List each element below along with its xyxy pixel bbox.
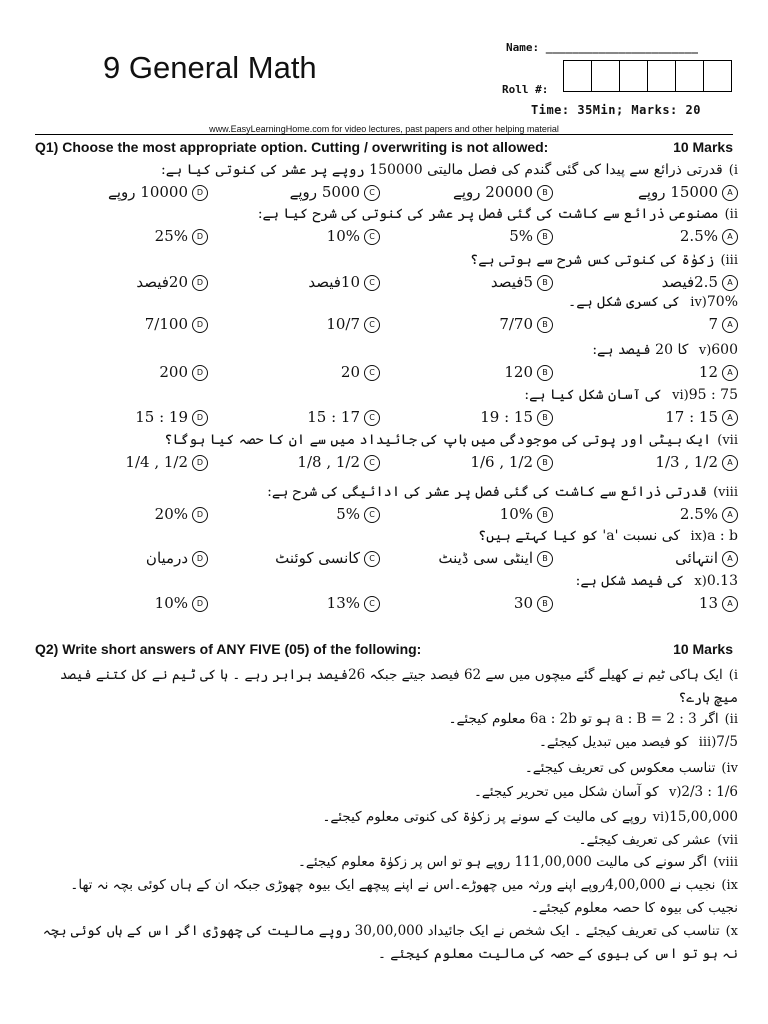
option-bubble-icon[interactable]: B (537, 317, 553, 333)
option-bubble-icon[interactable]: C (364, 185, 380, 201)
question-text: تناسب معکوس کی تعریف کیجئے۔ (524, 760, 716, 776)
option-text: 200 (159, 363, 188, 381)
option-b[interactable] (470, 453, 553, 471)
option-d[interactable] (125, 453, 208, 471)
option-c[interactable] (275, 549, 380, 567)
option-bubble-icon[interactable]: A (722, 365, 738, 381)
question-number: x) (694, 574, 707, 589)
option-text: 7 (708, 315, 718, 333)
option-a[interactable] (699, 363, 738, 381)
roll-number-boxes (564, 60, 732, 92)
option-text: 120 (504, 363, 533, 381)
question-number: iii) (720, 253, 738, 268)
question-number: i) (728, 163, 738, 178)
q2-question (38, 781, 738, 804)
q1-marks: 10 Marks (673, 139, 733, 155)
option-c[interactable] (326, 315, 380, 333)
q1-heading: Q1) Choose the most appropriate option. Cutting / overwriting is not allowed: (35, 139, 549, 155)
option-bubble-icon[interactable]: B (537, 455, 553, 471)
option-c[interactable] (327, 227, 380, 245)
option-text: 1/2 , 1/8 (297, 453, 360, 471)
option-text: 5فیصد (490, 273, 533, 291)
option-bubble-icon[interactable]: C (364, 229, 380, 245)
question-number: x) (725, 924, 738, 939)
question-text: زکوٰۃ کی کنوتی کس شرح سے ہوتی ہے؟ (470, 252, 715, 268)
q2-question (38, 664, 738, 709)
option-bubble-icon[interactable]: A (722, 410, 738, 426)
option-text: 7/100 (144, 315, 188, 333)
option-b[interactable] (480, 408, 553, 426)
roll-label: Roll #: (502, 83, 549, 96)
option-text: 2.5% (679, 505, 718, 523)
option-bubble-icon[interactable]: D (192, 410, 208, 426)
question-number: ix) (721, 878, 738, 893)
option-bubble-icon[interactable]: A (722, 455, 738, 471)
option-bubble-icon[interactable]: C (364, 365, 380, 381)
option-bubble-icon[interactable]: A (722, 317, 738, 333)
question-number: vi) (672, 388, 689, 403)
option-bubble-icon[interactable]: D (192, 455, 208, 471)
option-b[interactable] (509, 227, 553, 245)
option-bubble-icon[interactable]: B (537, 410, 553, 426)
option-b[interactable] (504, 363, 553, 381)
option-a[interactable] (655, 453, 738, 471)
option-text: 2.5% (679, 227, 718, 245)
option-bubble-icon[interactable]: D (192, 185, 208, 201)
option-text: 20% (154, 505, 188, 523)
option-bubble-icon[interactable]: C (364, 455, 380, 471)
option-bubble-icon[interactable]: B (537, 185, 553, 201)
q1-question (568, 294, 738, 310)
option-text: 13 (698, 594, 718, 612)
q2-question (38, 920, 738, 965)
option-bubble-icon[interactable]: A (722, 275, 738, 291)
option-a[interactable] (675, 549, 738, 567)
option-text: 5% (509, 227, 533, 245)
option-bubble-icon[interactable]: D (192, 229, 208, 245)
option-a[interactable] (665, 408, 738, 426)
q2-heading: Q2) Write short answers of ANY FIVE (05) of the following: (35, 641, 422, 657)
question-text: a : b کی نسبت 'a' کو کیا کہتے ہیں؟ (477, 528, 738, 544)
option-text: 12 (698, 363, 718, 381)
option-text: 10% (326, 227, 360, 245)
option-c[interactable] (307, 408, 380, 426)
question-text: قدرتی ذرائع سے پیدا کی گئی گندم کی فصل مالیتی 150000 روپے پر عشر کی کنوتی کیا ہے: (161, 162, 723, 178)
name-line: Name: _______________________ (506, 41, 699, 54)
option-b[interactable] (491, 273, 553, 291)
option-text: 17 : 15 (307, 408, 360, 426)
option-d[interactable] (108, 183, 208, 201)
question-number: viii) (713, 855, 738, 870)
q1-question (592, 342, 738, 358)
q2-question (38, 874, 738, 919)
option-text: 15 : 17 (665, 408, 718, 426)
option-text: 19 : 15 (135, 408, 188, 426)
option-text: کانسی کوئنٹ (275, 549, 360, 567)
question-text: 0.13 کی فیصد شکل ہے: (575, 573, 738, 589)
option-bubble-icon[interactable]: B (537, 365, 553, 381)
option-b[interactable] (453, 183, 553, 201)
question-text: عشر کی تعریف کیجئے۔ (578, 832, 712, 848)
question-text: قدرتی ذرائع سے کاشت کی گئی فصل پر عشر کی ادائیگی کی شرح ہے: (267, 484, 708, 500)
question-text: 70% کی کسری شکل ہے۔ (568, 294, 738, 310)
time-marks: Time: 35Min; Marks: 20 (531, 103, 701, 117)
option-d[interactable] (155, 505, 208, 523)
question-number: v) (698, 343, 712, 358)
question-number: vi) (652, 810, 670, 825)
option-bubble-icon[interactable]: D (192, 596, 208, 612)
option-d[interactable] (155, 227, 208, 245)
question-text: نجیب نے 4,00,000روپے اپنے ورثہ میں چھوڑے۔اس نے اپنے پیچھے ایک بیوہ چھوڑی جبکہ ان کے ہاں کوئی بچہ نہ تھا۔ نجیب کی بیوہ کا حصہ معلوم کیجئے۔ (70, 877, 738, 916)
option-d[interactable] (146, 549, 208, 567)
q2-question (38, 731, 738, 754)
q2-question (38, 829, 738, 852)
q1-question (258, 206, 738, 222)
option-bubble-icon[interactable]: D (192, 551, 208, 567)
option-c[interactable] (290, 183, 380, 201)
q2-question (38, 806, 738, 829)
option-bubble-icon[interactable]: C (364, 317, 380, 333)
option-text: 5% (336, 505, 360, 523)
q1-question (470, 252, 738, 268)
option-text: 1/2 , 1/6 (470, 453, 533, 471)
question-text: ایک بیٹی اور پوتی کی موجودگی میں باپ کی جائیداد میں سے ان کا حصہ کیا ہوگا؟ (164, 432, 712, 448)
option-d[interactable] (155, 594, 208, 612)
option-bubble-icon[interactable]: B (537, 229, 553, 245)
q1-question (164, 432, 738, 448)
option-bubble-icon[interactable]: B (537, 275, 553, 291)
option-text: 10% (499, 505, 533, 523)
option-d[interactable] (145, 315, 208, 333)
option-a[interactable] (638, 183, 738, 201)
option-b[interactable] (500, 505, 553, 523)
q1-question (576, 573, 738, 589)
option-bubble-icon[interactable]: A (722, 229, 738, 245)
option-text: 1/2 , 1/3 (655, 453, 718, 471)
option-bubble-icon[interactable]: A (722, 551, 738, 567)
option-bubble-icon[interactable]: A (722, 596, 738, 612)
q2-question (38, 757, 738, 780)
q2-question (38, 708, 738, 731)
option-bubble-icon[interactable]: D (192, 507, 208, 523)
question-number: ix) (690, 529, 708, 544)
q2-marks: 10 Marks (673, 641, 733, 657)
q2-question (38, 851, 738, 874)
header-divider (35, 134, 733, 135)
option-bubble-icon[interactable]: C (364, 507, 380, 523)
question-text: 7/5 کو فیصد میں تبدیل کیجئے۔ (538, 734, 738, 750)
option-bubble-icon[interactable]: C (364, 596, 380, 612)
option-text: 13% (326, 594, 360, 612)
option-b[interactable] (438, 549, 553, 567)
option-bubble-icon[interactable]: C (364, 551, 380, 567)
option-d[interactable] (135, 408, 208, 426)
option-bubble-icon[interactable]: A (722, 185, 738, 201)
option-text: 10/7 (326, 315, 360, 333)
option-text: 15000 روپے (638, 183, 718, 201)
question-number: iv) (690, 295, 707, 310)
question-text: مصنوعی ذرائع سے کاشت کی گئی فصل پر عشر کی کنوتی کی شرح کیا ہے: (257, 206, 719, 222)
option-text: 10000 روپے (108, 183, 188, 201)
option-a[interactable] (662, 273, 738, 291)
option-bubble-icon[interactable]: D (192, 365, 208, 381)
option-c[interactable] (336, 505, 380, 523)
option-c[interactable] (327, 594, 380, 612)
option-bubble-icon[interactable]: C (364, 410, 380, 426)
option-b[interactable] (514, 594, 553, 612)
option-a[interactable] (680, 505, 738, 523)
question-number: iii) (698, 735, 717, 750)
option-text: 30 (513, 594, 533, 612)
option-bubble-icon[interactable]: B (537, 596, 553, 612)
option-text: 7/70 (499, 315, 533, 333)
option-bubble-icon[interactable]: D (192, 317, 208, 333)
option-c[interactable] (308, 273, 380, 291)
question-text: تناسب کی تعریف کیجئے ۔ ایک شخص نے ایک جائیداد 30,00,000 روپے مالیت کی چھوڑی اگر اس کے ہاں کوئی بچہ نہ ہو تو اس کی بیوی کے حصہ کی مالیت معلوم کیجئے ۔ (42, 923, 738, 962)
question-text: اگر a : B = 2 : 3 ہو تو 6a : 2b معلوم کیجئے۔ (448, 711, 719, 727)
option-a[interactable] (708, 315, 738, 333)
option-bubble-icon[interactable]: C (364, 275, 380, 291)
option-b[interactable] (499, 315, 553, 333)
q1-question (524, 387, 738, 403)
question-number: vii) (717, 833, 738, 848)
option-bubble-icon[interactable]: B (537, 507, 553, 523)
option-text: 2.5فیصد (661, 273, 718, 291)
option-a[interactable] (680, 227, 738, 245)
option-text: انتہائی (675, 549, 718, 567)
option-text: 20 (340, 363, 360, 381)
option-d[interactable] (136, 273, 208, 291)
option-text: 25% (154, 227, 188, 245)
option-d[interactable] (159, 363, 208, 381)
q1-question (267, 484, 738, 500)
option-text: 15 : 19 (480, 408, 533, 426)
question-number: iv) (721, 761, 738, 776)
option-text: 5000 روپے (289, 183, 360, 201)
page-title: 9 General Math (103, 50, 317, 85)
question-text: اگر سونے کی مالیت 111,00,000 روپے ہو تو اس پر زکوٰۃ معلوم کیجئے۔ (298, 854, 708, 870)
option-text: اینٹی سی ڈینٹ (438, 549, 533, 567)
question-number: ii) (724, 712, 738, 727)
website-note: www.EasyLearningHome.com for video lectures, past papers and other helping material (209, 124, 559, 134)
option-text: 1/2 , 1/4 (125, 453, 188, 471)
option-text: درمیان (145, 549, 188, 567)
option-text: 10% (154, 594, 188, 612)
question-text: 15,00,000روپے کی مالیت کے سونے پر زکوٰۃ کی کنوتی معلوم کیجئے۔ (322, 809, 738, 825)
question-number: i) (728, 668, 738, 683)
question-number: vii) (717, 433, 738, 448)
option-text: 10فیصد (308, 273, 360, 291)
option-c[interactable] (341, 363, 380, 381)
option-bubble-icon[interactable]: D (192, 275, 208, 291)
question-text: 600 کا 20 فیصد ہے: (592, 342, 738, 358)
q1-question (161, 162, 738, 178)
option-c[interactable] (297, 453, 380, 471)
option-text: 20فیصد (136, 273, 188, 291)
question-text: 2/3 : 1/6 کو آسان شکل میں تحریر کیجئے۔ (473, 784, 738, 800)
question-text: ایک ہاکی ٹیم نے کھیلے گئے میچوں میں سے 62 فیصد جیتے جبکہ 26فیصد برابر رہے ۔ ہا کی ٹیم نے کل کتنے فیصد میچ ہارے؟ (59, 667, 738, 706)
question-number: v) (668, 785, 682, 800)
question-number: ii) (724, 207, 738, 222)
option-text: 20000 روپے (453, 183, 533, 201)
question-text: 95 : 75 کی آسان شکل کیا ہے: (524, 387, 738, 403)
q1-question (478, 528, 738, 544)
option-a[interactable] (699, 594, 738, 612)
option-bubble-icon[interactable]: B (537, 551, 553, 567)
option-bubble-icon[interactable]: A (722, 507, 738, 523)
question-number: viii) (713, 485, 738, 500)
